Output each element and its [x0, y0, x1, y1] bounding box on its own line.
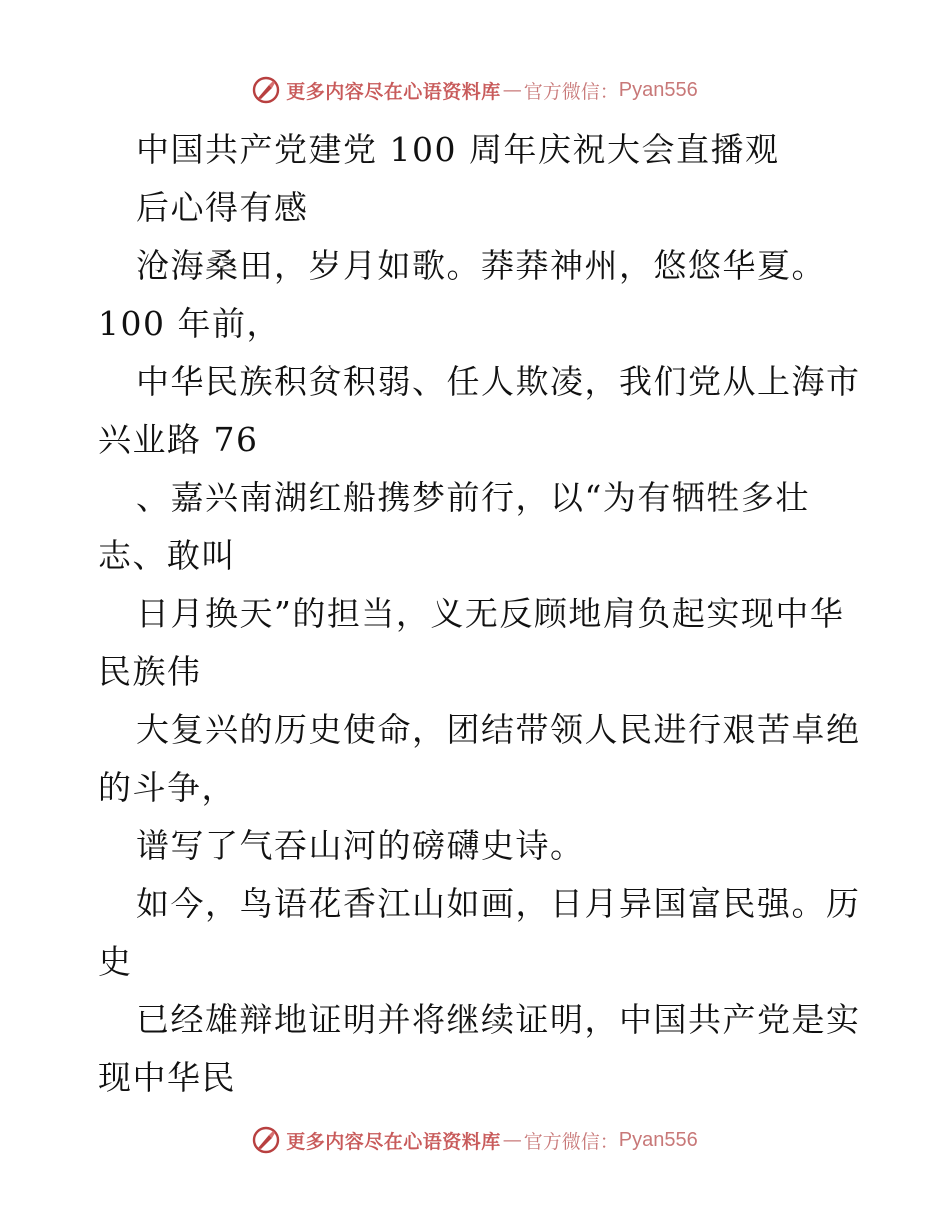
watermark-wechat-id: Pyan556 — [618, 78, 698, 101]
footer-watermark-banner — [0, 1122, 950, 1158]
document-title-line-1: 中国共产党建党 100 周年庆祝大会直播观 — [136, 130, 780, 169]
watermark-contact-label: 官方微信： — [523, 1130, 619, 1153]
paragraph-line: 如今，鸟语花香江山如画，日月异国富民强。历 — [136, 884, 861, 923]
paragraph-line: 日月换天”的担当，义无反顾地肩负起实现中华 — [136, 594, 845, 633]
paragraph-line: 现中华民 — [98, 1058, 236, 1097]
header-watermark-banner — [0, 72, 950, 108]
paragraph-line: 民族伟 — [98, 652, 202, 691]
watermark-slogan: 更多内容尽在心语资料库 — [286, 1130, 501, 1153]
watermark-wechat-id: Pyan556 — [618, 1128, 698, 1151]
watermark-separator: — — [502, 1129, 522, 1151]
paragraph-line: 已经雄辩地证明并将继续证明，中国共产党是实 — [136, 1000, 861, 1039]
paragraph-line: 、嘉兴南湖红船携梦前行，以“为有牺牲多壮 — [136, 478, 810, 517]
pen-nib-circle-icon — [252, 1126, 280, 1154]
paragraph-line: 沧海桑田，岁月如歌。莽莽神州，悠悠华夏。 — [136, 246, 826, 285]
watermark-slogan: 更多内容尽在心语资料库 — [286, 80, 501, 103]
watermark-contact-label: 官方微信： — [523, 80, 619, 103]
paragraph-line: 志、敢叫 — [98, 536, 236, 575]
document-title-line-2: 后心得有感 — [136, 188, 309, 227]
paragraph-line: 兴业路 76 — [98, 420, 259, 459]
document-body — [98, 121, 861, 1107]
pen-nib-circle-icon — [252, 76, 280, 104]
paragraph-line: 100 年前， — [98, 304, 281, 343]
paragraph-line: 大复兴的历史使命，团结带领人民进行艰苦卓绝 — [136, 710, 861, 749]
paragraph-line: 的斗争， — [98, 768, 236, 807]
paragraph-line: 谱写了气吞山河的磅礴史诗。 — [136, 826, 585, 865]
paragraph-line: 中华民族积贫积弱、任人欺凌，我们党从上海市 — [136, 362, 861, 401]
watermark-separator: — — [502, 79, 522, 101]
paragraph-line: 史 — [98, 942, 133, 981]
